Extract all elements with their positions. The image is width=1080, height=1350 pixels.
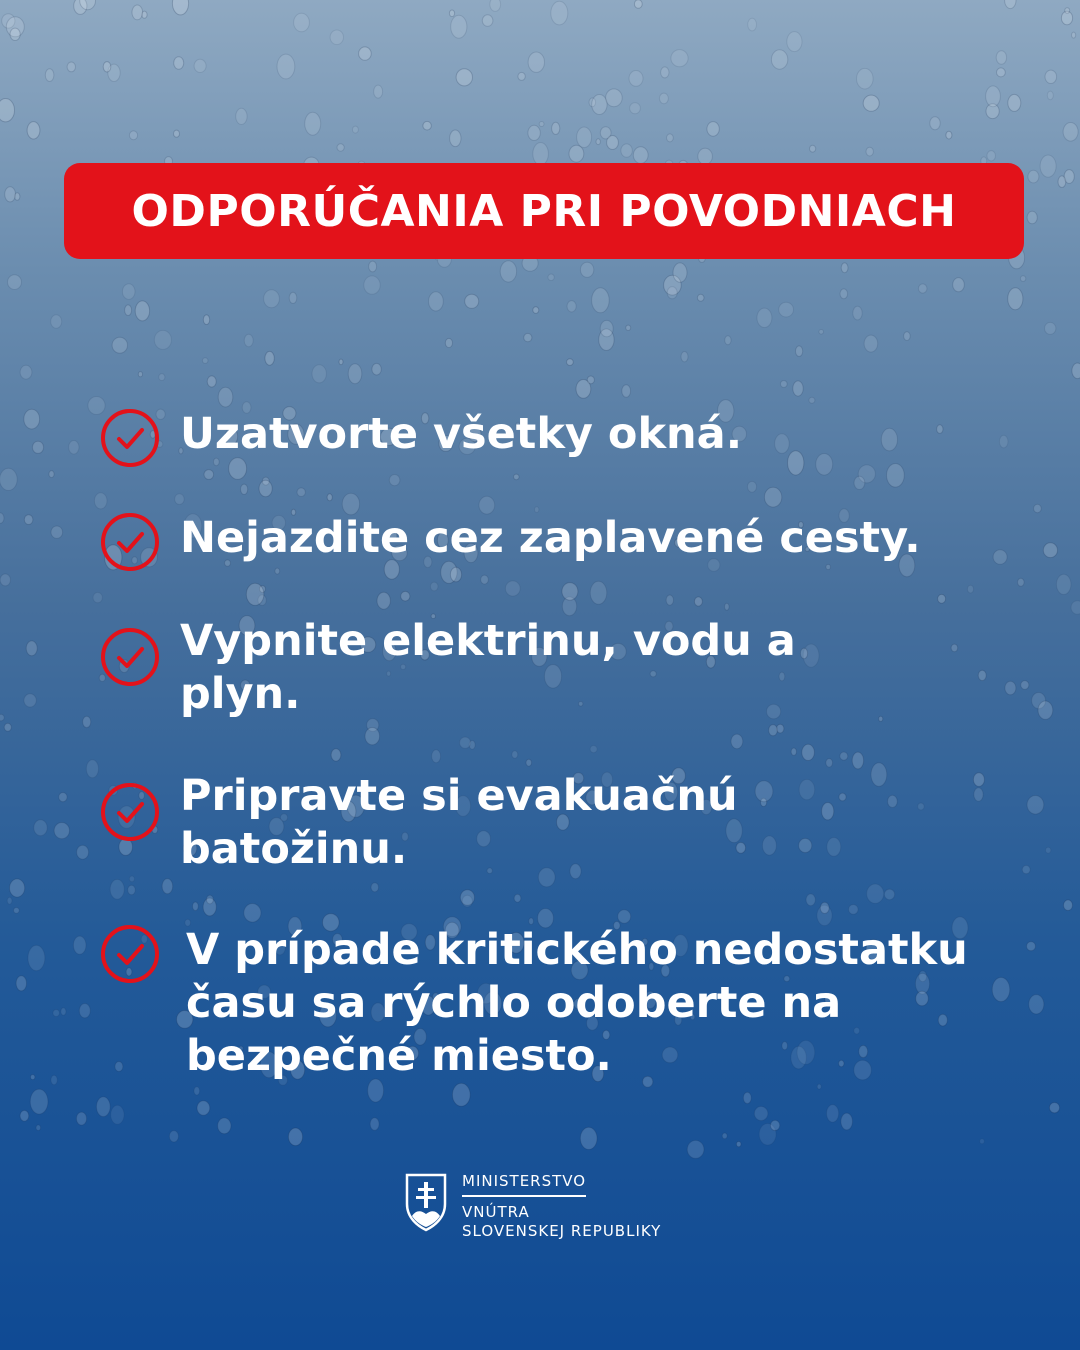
check-circle-icon — [100, 627, 160, 687]
list-item — [100, 512, 1020, 572]
title-banner — [64, 163, 1024, 259]
list-item — [100, 770, 840, 876]
logo-line-1: MINISTERSTVO — [462, 1172, 586, 1197]
page-title: ODPORÚČANIA PRI POVODNIACH — [131, 185, 957, 237]
ministry-logo — [404, 1172, 694, 1242]
list-item-text: Pripravte si evakuačnú batožinu. — [180, 771, 738, 874]
logo-line-3: SLOVENSKEJ REPUBLIKY — [462, 1222, 662, 1240]
slovak-coat-of-arms-icon — [404, 1172, 448, 1232]
check-circle-icon — [100, 924, 160, 984]
list-item-text: Nejazdite cez zaplavené cesty. — [180, 513, 921, 563]
list-item-text: Uzatvorte všetky okná. — [180, 409, 743, 459]
check-circle-icon — [100, 408, 160, 468]
list-item — [100, 615, 880, 721]
logo-line-2: VNÚTRA — [462, 1203, 530, 1221]
check-circle-icon — [100, 512, 160, 572]
list-item — [100, 924, 986, 1083]
list-item-text: Vypnite elektrinu, vodu a plyn. — [180, 616, 796, 719]
list-item — [100, 408, 1020, 468]
list-item-text: V prípade kritického nedostatku času sa rýchlo odoberte na bezpečné miesto. — [186, 925, 968, 1081]
check-circle-icon — [100, 782, 160, 842]
